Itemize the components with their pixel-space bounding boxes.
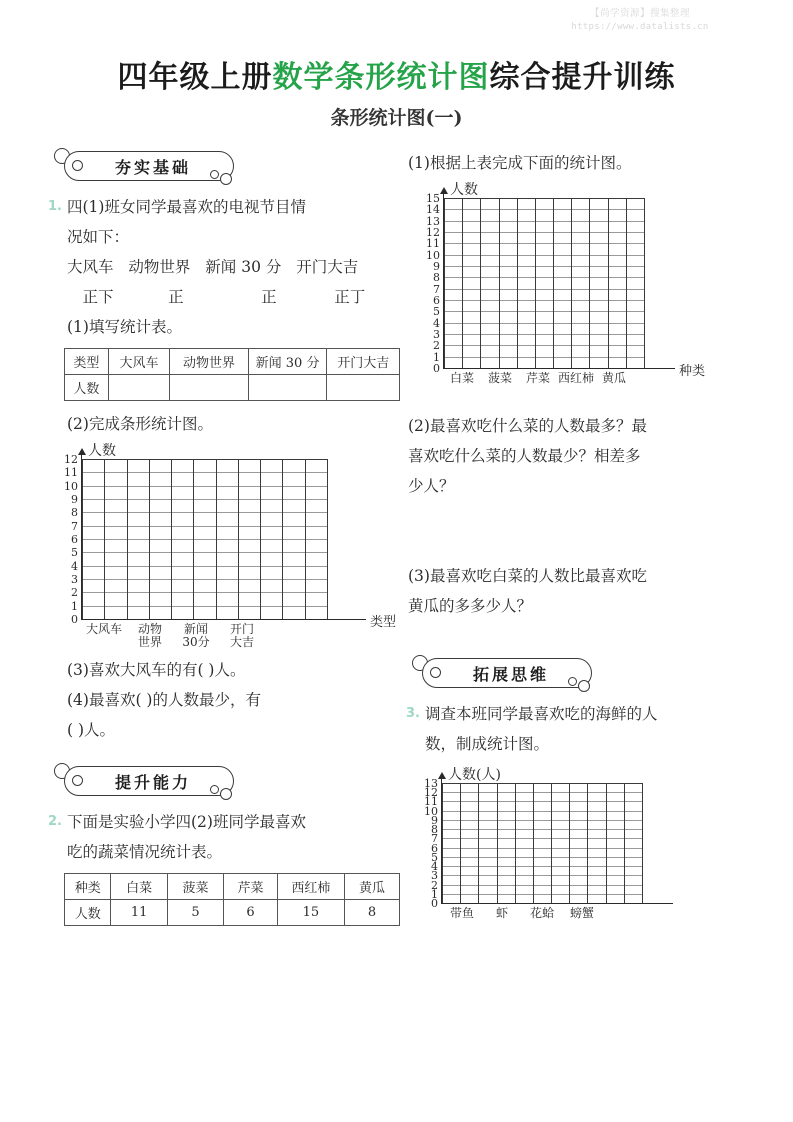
tv-table-header-1: 动物世界 — [170, 349, 248, 375]
chart-tv-gridline-v — [282, 459, 283, 619]
chart-vegetable-gridline-v — [517, 198, 518, 368]
chart-tv-gridline-h — [82, 526, 327, 527]
chart-tv-x-axis — [81, 619, 366, 620]
tally-category-3: 开门大吉 — [296, 258, 359, 276]
question-1-stem-line-2: 况如下： — [67, 228, 130, 246]
chart-tv-y-tick: 1 — [71, 599, 78, 613]
chart-vegetable-gridline-v — [499, 198, 500, 368]
chart-seafood-gridline-v — [642, 783, 643, 903]
question-3-stem-line-1: 调查本班同学最喜欢吃的海鲜的人 — [425, 705, 658, 723]
question-1-sub-2: (2)完成条形统计图。 — [67, 415, 213, 433]
chart-vegetable-y-tick: 1 — [433, 350, 440, 364]
chart-tv-gridline-h — [82, 566, 327, 567]
chart-vegetable-gridline-v — [553, 198, 554, 368]
chart-tv-gridline-h — [82, 592, 327, 593]
chart-seafood-gridline-h — [442, 875, 642, 876]
watermark-url: https://www.datalists.cn — [571, 21, 709, 32]
chart-seafood[interactable] — [408, 767, 753, 932]
chart-seafood-gridline-h — [442, 885, 642, 886]
question-1-category-row — [67, 252, 400, 282]
vegetable-statistics-table — [64, 873, 400, 926]
chart-vegetable-plot-area[interactable] — [444, 198, 644, 368]
chart-seafood-y-tick: 10 — [424, 804, 438, 818]
table-row — [65, 900, 400, 926]
chart-vegetable-gridline-h — [444, 357, 644, 358]
chart-seafood-gridline-v — [606, 783, 607, 903]
chart-seafood-gridline-v — [497, 783, 498, 903]
chart-tv-y-tick: 6 — [71, 533, 78, 546]
right-column — [408, 148, 753, 932]
chart-vegetable-gridline-h — [444, 334, 644, 335]
tv-table-header-2: 新闻 30 分 — [248, 349, 327, 375]
chart-vegetable-x-axis-label: 种类 — [679, 364, 706, 379]
question-3-number: 3. — [406, 706, 420, 721]
bubble-decor-icon — [72, 775, 83, 786]
chart-vegetable-y-tick: 3 — [433, 328, 440, 341]
chart-tv-y-tick: 4 — [71, 559, 78, 573]
question-2-sub-3-line-1: (3)最喜欢吃白菜的人数比最喜欢吃 — [408, 567, 647, 585]
chart-vegetable-x-axis — [443, 368, 675, 369]
tally-category-0: 大风车 — [67, 258, 114, 276]
chart-tv-y-tick: 2 — [71, 586, 78, 600]
chart-tv-y-tick: 10 — [64, 479, 78, 493]
chart-tv-y-tick: 5 — [71, 546, 78, 560]
tv-statistics-table — [64, 348, 400, 401]
veg-table-cell-0: 11 — [111, 900, 167, 926]
question-3 — [408, 699, 753, 729]
chart-vegetable-gridline-h — [444, 255, 644, 256]
chart-vegetable-x-category: 白菜 — [449, 371, 474, 385]
page-subtitle: 条形统计图(一) — [330, 107, 463, 129]
veg-table-cell-2: 6 — [224, 900, 278, 926]
question-2-sub-1: (1)根据上表完成下面的统计图。 — [408, 154, 632, 172]
veg-table-cell-1: 5 — [167, 900, 223, 926]
question-2-stem-line-2: 吃的蔬菜情况统计表。 — [67, 843, 223, 861]
chart-seafood-y-tick: 5 — [431, 850, 438, 864]
chart-seafood-y-tick: 3 — [431, 869, 438, 883]
chart-tv-y-tick: 11 — [64, 466, 78, 480]
chart-tv-gridline-v — [193, 459, 194, 619]
chart-tv-gridline-v — [260, 459, 261, 619]
tv-table-cell-0[interactable] — [108, 375, 170, 401]
table-row — [65, 874, 400, 900]
tally-category-2: 新闻 30 分 — [205, 258, 282, 276]
chart-seafood-gridline-h — [442, 811, 642, 812]
chart-vegetable-gridline-h — [444, 300, 644, 301]
chart-vegetable-gridline-v — [535, 198, 536, 368]
question-1-tally-row — [67, 282, 400, 312]
chart-seafood-y-tick: 11 — [424, 795, 438, 809]
chart-seafood-x-category: 螃蟹 — [569, 906, 594, 920]
section-basics-label: 夯实基础 — [114, 157, 191, 177]
chart-vegetable-y-tick: 9 — [433, 260, 440, 273]
bubble-decor-icon — [430, 667, 441, 678]
chart-seafood-y-tick: 1 — [431, 887, 438, 901]
chart-seafood-gridline-v — [478, 783, 479, 903]
chart-seafood-gridline-v — [460, 783, 461, 903]
tv-table-header-3: 开门大吉 — [327, 349, 400, 375]
chart-vegetable-y-tick: 5 — [433, 305, 440, 319]
chart-vegetable-y-tick: 13 — [426, 214, 440, 228]
chart-vegetable-gridline-h — [444, 289, 644, 290]
chart-seafood-gridline-h — [442, 857, 642, 858]
veg-table-cell-4: 8 — [344, 900, 399, 926]
chart-vegetable-gridline-v — [589, 198, 590, 368]
chart-tv-y-tick: 3 — [71, 573, 78, 586]
chart-vegetable-y-tick: 6 — [433, 294, 440, 307]
watermark — [505, 8, 775, 33]
chart-vegetable-y-tick: 14 — [426, 203, 440, 217]
tv-table-row-label: 人数 — [65, 375, 109, 401]
chart-tv[interactable] — [50, 443, 400, 649]
chart-tv-x-category: 新闻 30分 — [182, 622, 210, 649]
chart-seafood-gridline-v — [569, 783, 570, 903]
question-2-number: 2. — [48, 814, 62, 829]
chart-vegetable-gridline-h — [444, 198, 644, 199]
chart-tv-gridline-h — [82, 539, 327, 540]
table-row — [65, 349, 400, 375]
chart-vegetable-gridline-h — [444, 323, 644, 324]
chart-seafood-gridline-v — [587, 783, 588, 903]
chart-vegetable-gridline-h — [444, 243, 644, 244]
chart-seafood-x-category: 花蛤 — [529, 906, 554, 920]
question-1 — [50, 192, 400, 222]
section-basics-header — [50, 148, 400, 188]
chart-vegetable-gridline-v — [644, 198, 645, 368]
chart-vegetable-y-axis-label: 人数 — [450, 182, 478, 198]
chart-tv-y-axis-label: 人数 — [88, 443, 116, 459]
tv-table-cell-1[interactable] — [170, 375, 248, 401]
chart-vegetable-x-category: 黄瓜 — [601, 371, 626, 385]
question-2 — [50, 807, 400, 837]
chart-vegetable-y-tick: 12 — [426, 226, 440, 239]
chart-seafood-gridline-h — [442, 820, 642, 821]
chart-seafood-gridline-v — [551, 783, 552, 903]
chart-tv-x-category: 开门 大吉 — [229, 622, 254, 649]
chart-tv-gridline-v — [171, 459, 172, 619]
tv-table-header-label: 类型 — [65, 349, 109, 375]
chart-tv-gridline-h — [82, 552, 327, 553]
question-1-sub-4-line-1: (4)最喜欢( )的人数最少，有 — [67, 691, 261, 709]
chart-vegetable-x-category: 菠菜 — [487, 371, 512, 385]
chart-vegetable-y-tick: 15 — [426, 192, 440, 205]
question-2-stem-line-1: 下面是实验小学四(2)班同学最喜欢 — [67, 813, 306, 831]
chart-tv-y-tick: 8 — [71, 506, 78, 520]
bubble-decor-icon — [220, 173, 232, 185]
chart-tv-x-category: 动物 世界 — [137, 622, 162, 649]
chart-tv-gridline-h — [82, 459, 327, 460]
section-thinking-header — [408, 655, 753, 695]
chart-vegetable-gridline-h — [444, 266, 644, 267]
chart-tv-x-category: 大风车 — [85, 622, 122, 636]
title-part-1: 四年级上册 — [117, 60, 273, 95]
chart-vegetable[interactable] — [408, 182, 753, 397]
chart-seafood-gridline-h — [442, 801, 642, 802]
question-1-sub-1: (1)填写统计表。 — [67, 318, 182, 336]
chart-vegetable-gridline-h — [444, 345, 644, 346]
question-1-sub-4-line-2: ( )人。 — [67, 721, 116, 739]
chart-seafood-y-tick: 13 — [424, 777, 438, 790]
chart-tv-gridline-v — [104, 459, 105, 619]
question-2-sub-3-line-2: 黄瓜的多多少人？ — [408, 597, 533, 615]
chart-seafood-y-tick: 4 — [431, 860, 438, 874]
chart-vegetable-y-tick: 2 — [433, 339, 440, 353]
tv-table-header-0: 大风车 — [108, 349, 170, 375]
chart-seafood-y-tick: 9 — [431, 813, 438, 827]
chart-seafood-y-tick: 8 — [431, 823, 438, 837]
watermark-source: 【尚学资源】搜集整理 — [589, 8, 690, 19]
chart-vegetable-y-axis — [443, 190, 444, 369]
tv-table-cell-3[interactable] — [327, 375, 400, 401]
chart-vegetable-gridline-v — [462, 198, 463, 368]
chart-seafood-gridline-h — [442, 848, 642, 849]
chart-vegetable-y-tick: 10 — [426, 248, 440, 262]
tally-category-1: 动物世界 — [128, 258, 191, 276]
chart-seafood-gridline-h — [442, 866, 642, 867]
question-2-sub-2-line-1: (2)最喜欢吃什么菜的人数最多？最 — [408, 417, 647, 435]
veg-table-header-label: 种类 — [65, 874, 111, 900]
chart-tv-y-tick: 7 — [71, 519, 78, 533]
veg-table-row-label: 人数 — [65, 900, 111, 926]
chart-vegetable-gridline-v — [571, 198, 572, 368]
chart-tv-y-tick: 0 — [71, 613, 78, 626]
chart-vegetable-y-tick: 0 — [433, 362, 440, 375]
chart-vegetable-gridline-h — [444, 232, 644, 233]
chart-tv-gridline-v — [127, 459, 128, 619]
chart-vegetable-gridline-v — [608, 198, 609, 368]
chart-seafood-gridline-h — [442, 783, 642, 784]
chart-vegetable-gridline-v — [480, 198, 481, 368]
bubble-decor-icon — [72, 160, 83, 171]
chart-tv-gridline-v — [149, 459, 150, 619]
veg-table-header-0: 白菜 — [111, 874, 167, 900]
bubble-decor-icon — [578, 680, 590, 692]
chart-vegetable-y-tick: 11 — [426, 237, 440, 251]
left-column — [50, 148, 400, 930]
chart-tv-gridline-h — [82, 472, 327, 473]
section-basics-badge — [64, 151, 234, 181]
veg-table-header-3: 西红柿 — [277, 874, 344, 900]
section-ability-header — [50, 763, 400, 803]
question-3-stem-line-2: 数，制成统计图。 — [425, 735, 550, 753]
chart-vegetable-gridline-h — [444, 209, 644, 210]
chart-tv-x-axis-label: 类型 — [370, 615, 397, 630]
chart-seafood-y-tick: 2 — [431, 878, 438, 892]
section-thinking-label: 拓展思维 — [472, 664, 549, 684]
table-row — [65, 375, 400, 401]
question-1-sub-3: (3)喜欢大风车的有( )人。 — [67, 661, 246, 679]
chart-vegetable-gridline-v — [626, 198, 627, 368]
bubble-decor-icon — [210, 785, 219, 794]
chart-seafood-y-tick: 0 — [431, 897, 438, 910]
chart-seafood-y-tick: 7 — [431, 832, 438, 846]
tally-mark-2: 正 — [261, 288, 277, 306]
tally-mark-1: 正 — [168, 288, 184, 306]
question-2-sub-2-line-3: 少人？ — [408, 477, 455, 495]
chart-vegetable-y-tick: 7 — [433, 282, 440, 296]
chart-seafood-gridline-v — [624, 783, 625, 903]
chart-tv-gridline-v — [327, 459, 328, 619]
chart-vegetable-gridline-h — [444, 277, 644, 278]
chart-tv-gridline-v — [305, 459, 306, 619]
chart-seafood-x-category: 虾 — [495, 906, 508, 920]
title-part-3: 综合提升训练 — [489, 60, 676, 95]
section-thinking-badge — [422, 658, 592, 688]
chart-tv-gridline-h — [82, 606, 327, 607]
chart-tv-y-tick: 12 — [64, 453, 78, 466]
chart-seafood-x-axis — [441, 903, 673, 904]
chart-seafood-gridline-h — [442, 829, 642, 830]
bubble-decor-icon — [220, 788, 232, 800]
chart-seafood-y-tick: 6 — [431, 841, 438, 855]
chart-vegetable-gridline-h — [444, 221, 644, 222]
veg-table-header-4: 黄瓜 — [344, 874, 399, 900]
chart-tv-gridline-h — [82, 579, 327, 580]
chart-seafood-gridline-h — [442, 792, 642, 793]
chart-tv-gridline-h — [82, 486, 327, 487]
chart-vegetable-x-category: 芹菜 — [525, 371, 550, 385]
page-title — [0, 52, 793, 96]
question-1-stem-line-1: 四(1)班女同学最喜欢的电视节目情 — [67, 198, 306, 216]
chart-tv-gridline-v — [216, 459, 217, 619]
veg-table-cell-3: 15 — [277, 900, 344, 926]
question-2-sub-2-line-2: 喜欢吃什么菜的人数最少？相差多 — [408, 447, 641, 465]
tally-mark-0: 正下 — [82, 288, 114, 306]
chart-tv-y-tick: 9 — [71, 493, 78, 506]
tv-table-cell-2[interactable] — [248, 375, 327, 401]
chart-seafood-gridline-h — [442, 894, 642, 895]
tally-mark-3: 正丁 — [334, 288, 366, 306]
chart-seafood-x-category: 带鱼 — [449, 906, 474, 920]
chart-seafood-y-axis — [441, 775, 442, 904]
bubble-decor-icon — [210, 170, 219, 179]
bubble-decor-icon — [568, 677, 577, 686]
chart-seafood-gridline-v — [515, 783, 516, 903]
chart-tv-gridline-h — [82, 499, 327, 500]
chart-vegetable-gridline-h — [444, 311, 644, 312]
chart-seafood-gridline-h — [442, 838, 642, 839]
question-1-number: 1. — [48, 199, 62, 214]
title-part-2: 数学条形统计图 — [272, 60, 490, 95]
chart-vegetable-y-tick: 8 — [433, 271, 440, 285]
chart-tv-y-axis — [81, 451, 82, 620]
section-ability-badge — [64, 766, 234, 796]
section-ability-label: 提升能力 — [114, 772, 191, 792]
chart-seafood-y-tick: 12 — [424, 786, 438, 800]
chart-tv-gridline-h — [82, 512, 327, 513]
veg-table-header-1: 菠菜 — [167, 874, 223, 900]
chart-tv-gridline-v — [238, 459, 239, 619]
veg-table-header-2: 芹菜 — [224, 874, 278, 900]
chart-vegetable-y-tick: 4 — [433, 316, 440, 330]
chart-vegetable-x-category: 西红柿 — [557, 371, 594, 385]
chart-seafood-y-axis-label: 人数(人) — [448, 767, 501, 783]
chart-seafood-gridline-v — [533, 783, 534, 903]
